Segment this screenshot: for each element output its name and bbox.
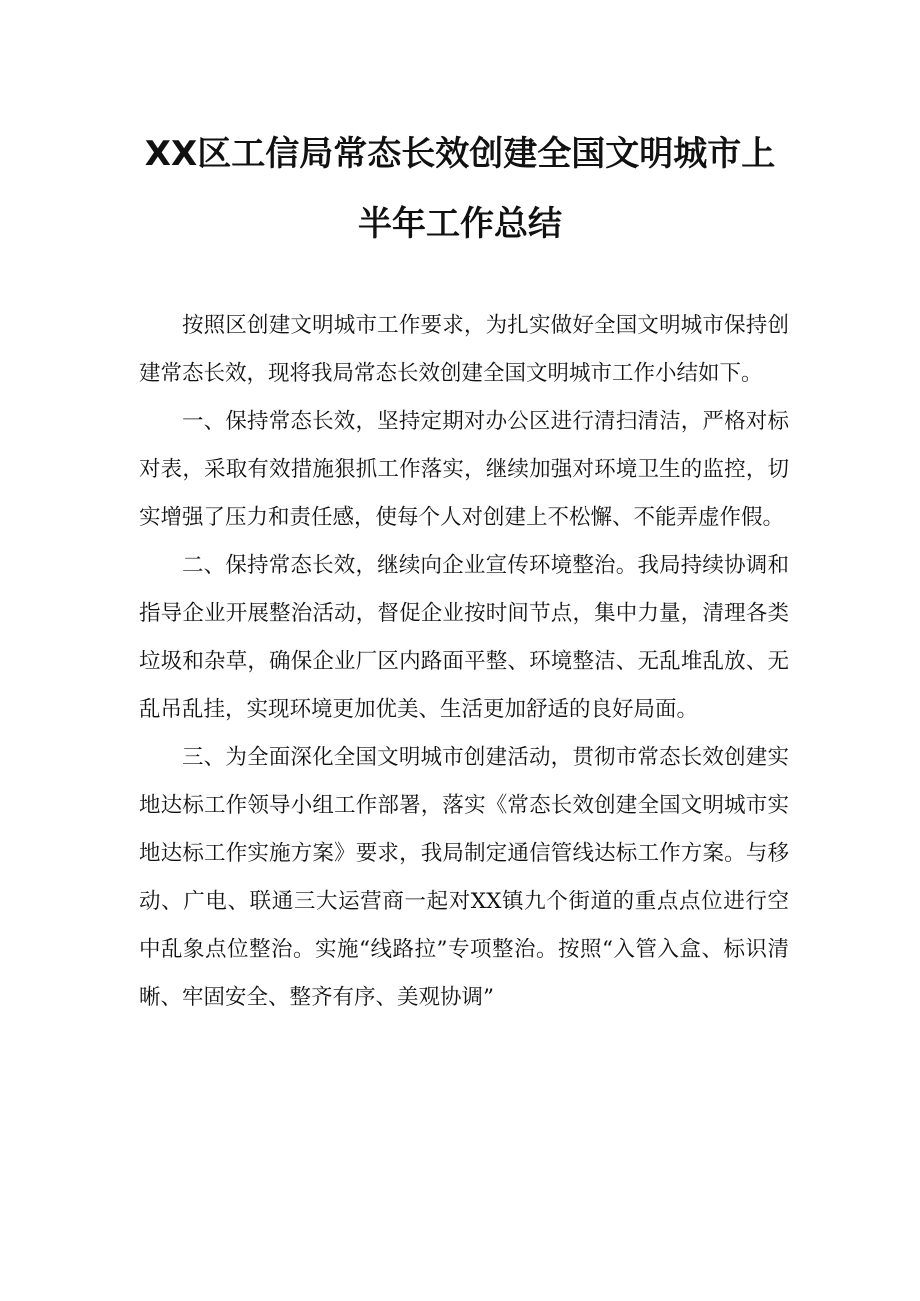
paragraph-section-3: 三、为全面深化全国文明城市创建活动，贯彻市常态长效创建实地达标工作领导小组工作部署，落实《常态长效创建全国文明城市实地达标工作实施方案》要求，我局制定通信管线达标工作方案。与移动、广电、联通三大运营商一起对XX镇九个街道的重点点位进行空中乱象点位整治。实施“线路拉”专项整治。按照“入管入盒、标识清晰、牢固安全、整齐有序、美观协调” <box>139 745 789 1010</box>
document-title-line-1: XX区工信局常态长效创建全国文明城市上 <box>144 134 776 174</box>
paragraph-section-1: 一、保持常态长效，坚持定期对办公区进行清扫清洁，严格对标对表，采取有效措施狠抓工作落实，继续加强对环境卫生的监控，切实增强了压力和责任感，使每个人对创建上不松懈、不能弄虚作假。 <box>139 409 789 530</box>
paragraph-section-2: 二、保持常态长效，继续向企业宣传环境整治。我局持续协调和指导企业开展整治活动，督促企业按时间节点，集中力量，清理各类垃圾和杂草，确保企业厂区内路面平整、环境整洁、无乱堆乱放、无乱吊乱挂，实现环境更加优美、生活更加舒适的良好局面。 <box>139 553 789 722</box>
document-title-line-2: 半年工作总结 <box>358 204 562 244</box>
document-body <box>139 302 789 1022</box>
paragraph-intro: 按照区创建文明城市工作要求，为扎实做好全国文明城市保持创建常态长效，现将我局常态长效创建全国文明城市工作小结如下。 <box>139 313 789 386</box>
